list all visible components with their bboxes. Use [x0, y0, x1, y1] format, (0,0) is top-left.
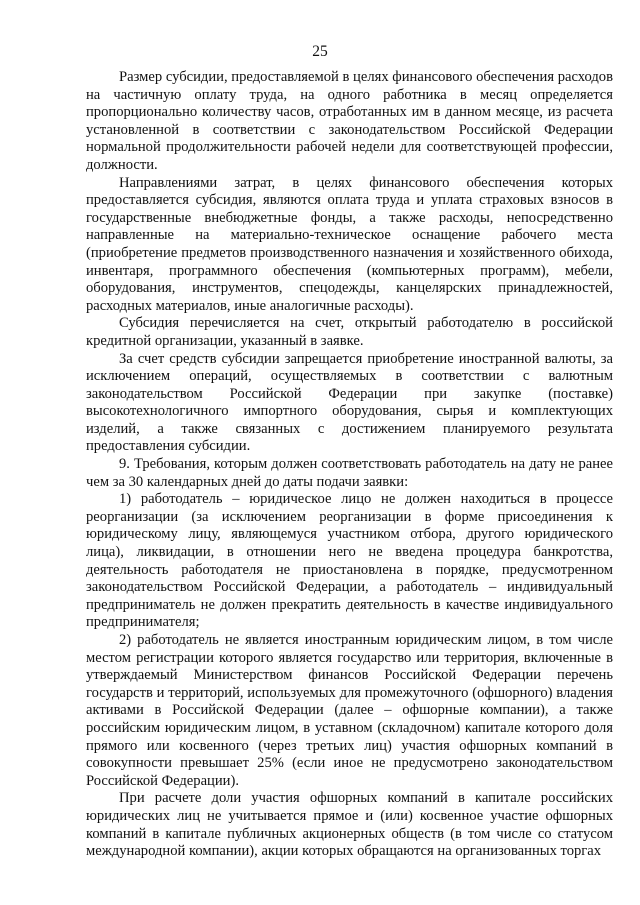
paragraph-offshore-calculation: При расчете доли участия офшорных компаний в капитале российских юридических лиц не учитывается прямое и (или) косвенное участие офшорных компаний в капитале публичных акционерных обществ (в том числе со статусом международной компании), акции которых обращаются на организованных торгах — [86, 790, 613, 860]
paragraph-subsidy-size: Размер субсидии, предоставляемой в целях финансового обеспечения расходов на частичную оплату труда, на одного работника в месяц определяется пропорционально количеству часов, отработанных им в данном месяце, из расчета установленной в соответствии с законодательством Российской Федерации нормальной продолжительности рабочей недели для соответствующей профессии, должности. — [86, 69, 613, 173]
page-number: 25 — [312, 43, 328, 60]
paragraph-requirements-intro: 9. Требования, которым должен соответствовать работодатель на дату не ранее чем за 30 календарных дней до даты подачи заявки: — [86, 456, 613, 490]
paragraph-requirement-1: 1) работодатель – юридическое лицо не должен находиться в процессе реорганизации (за исключением реорганизации в форме присоединения к юридическому лицу, являющемуся участником отбора, другого юридического лица), ликвидации, в отношении него не введена процедура банкротства, деятельность работодателя не приостановлена в порядке, предусмотренном законодательством Российской Федерации, а работодатель – индивидуальный предприниматель не должен прекратить деятельность в качестве индивидуального предпринимателя; — [86, 491, 613, 631]
paragraph-subsidy-transfer: Субсидия перечисляется на счет, открытый работодателю в российской кредитной организации, указанный в заявке. — [86, 315, 613, 349]
paragraph-currency-prohibition: За счет средств субсидии запрещается приобретение иностранной валюты, за исключением операций, осуществляемых в соответствии с валютным законодательством Российской Федерации при закупке (поставке) высокотехнологичного импортного оборудования, сырья и комплектующих изделий, а также связанных с достижением планируемого результата предоставления субсидии. — [86, 350, 613, 455]
document-body — [86, 69, 613, 861]
paragraph-requirement-2: 2) работодатель не является иностранным юридическим лицом, в том числе местом регистрации которого является государство или территория, включенные в утверждаемый Министерством финансов Российской Федерации перечень государств и территорий, используемых для промежуточного (офшорного) владения активами в Российской Федерации (далее – офшорные компании), а также российским юридическим лицом, в уставном (складочном) капитале которого доля прямого или косвенного (через третьих лиц) участия офшорных компаний в совокупности превышает 25% (если иное не предусмотрено законодательством Российской Федерации). — [86, 632, 613, 789]
paragraph-expense-directions: Направлениями затрат, в целях финансового обеспечения которых предоставляется субсидия, являются оплата труда и уплата страховых взносов в государственные внебюджетные фонды, а также расходы, непосредственно направленные на материально-техническое оснащение рабочего места (приобретение предметов производственного назначения и хозяйственного обихода, инвентаря, программного обеспечения (компьютерных программ), мебели, оборудования, инструментов, спецодежды, канцелярских принадлежностей, расходных материалов, иные аналогичные расходы). — [86, 174, 613, 314]
